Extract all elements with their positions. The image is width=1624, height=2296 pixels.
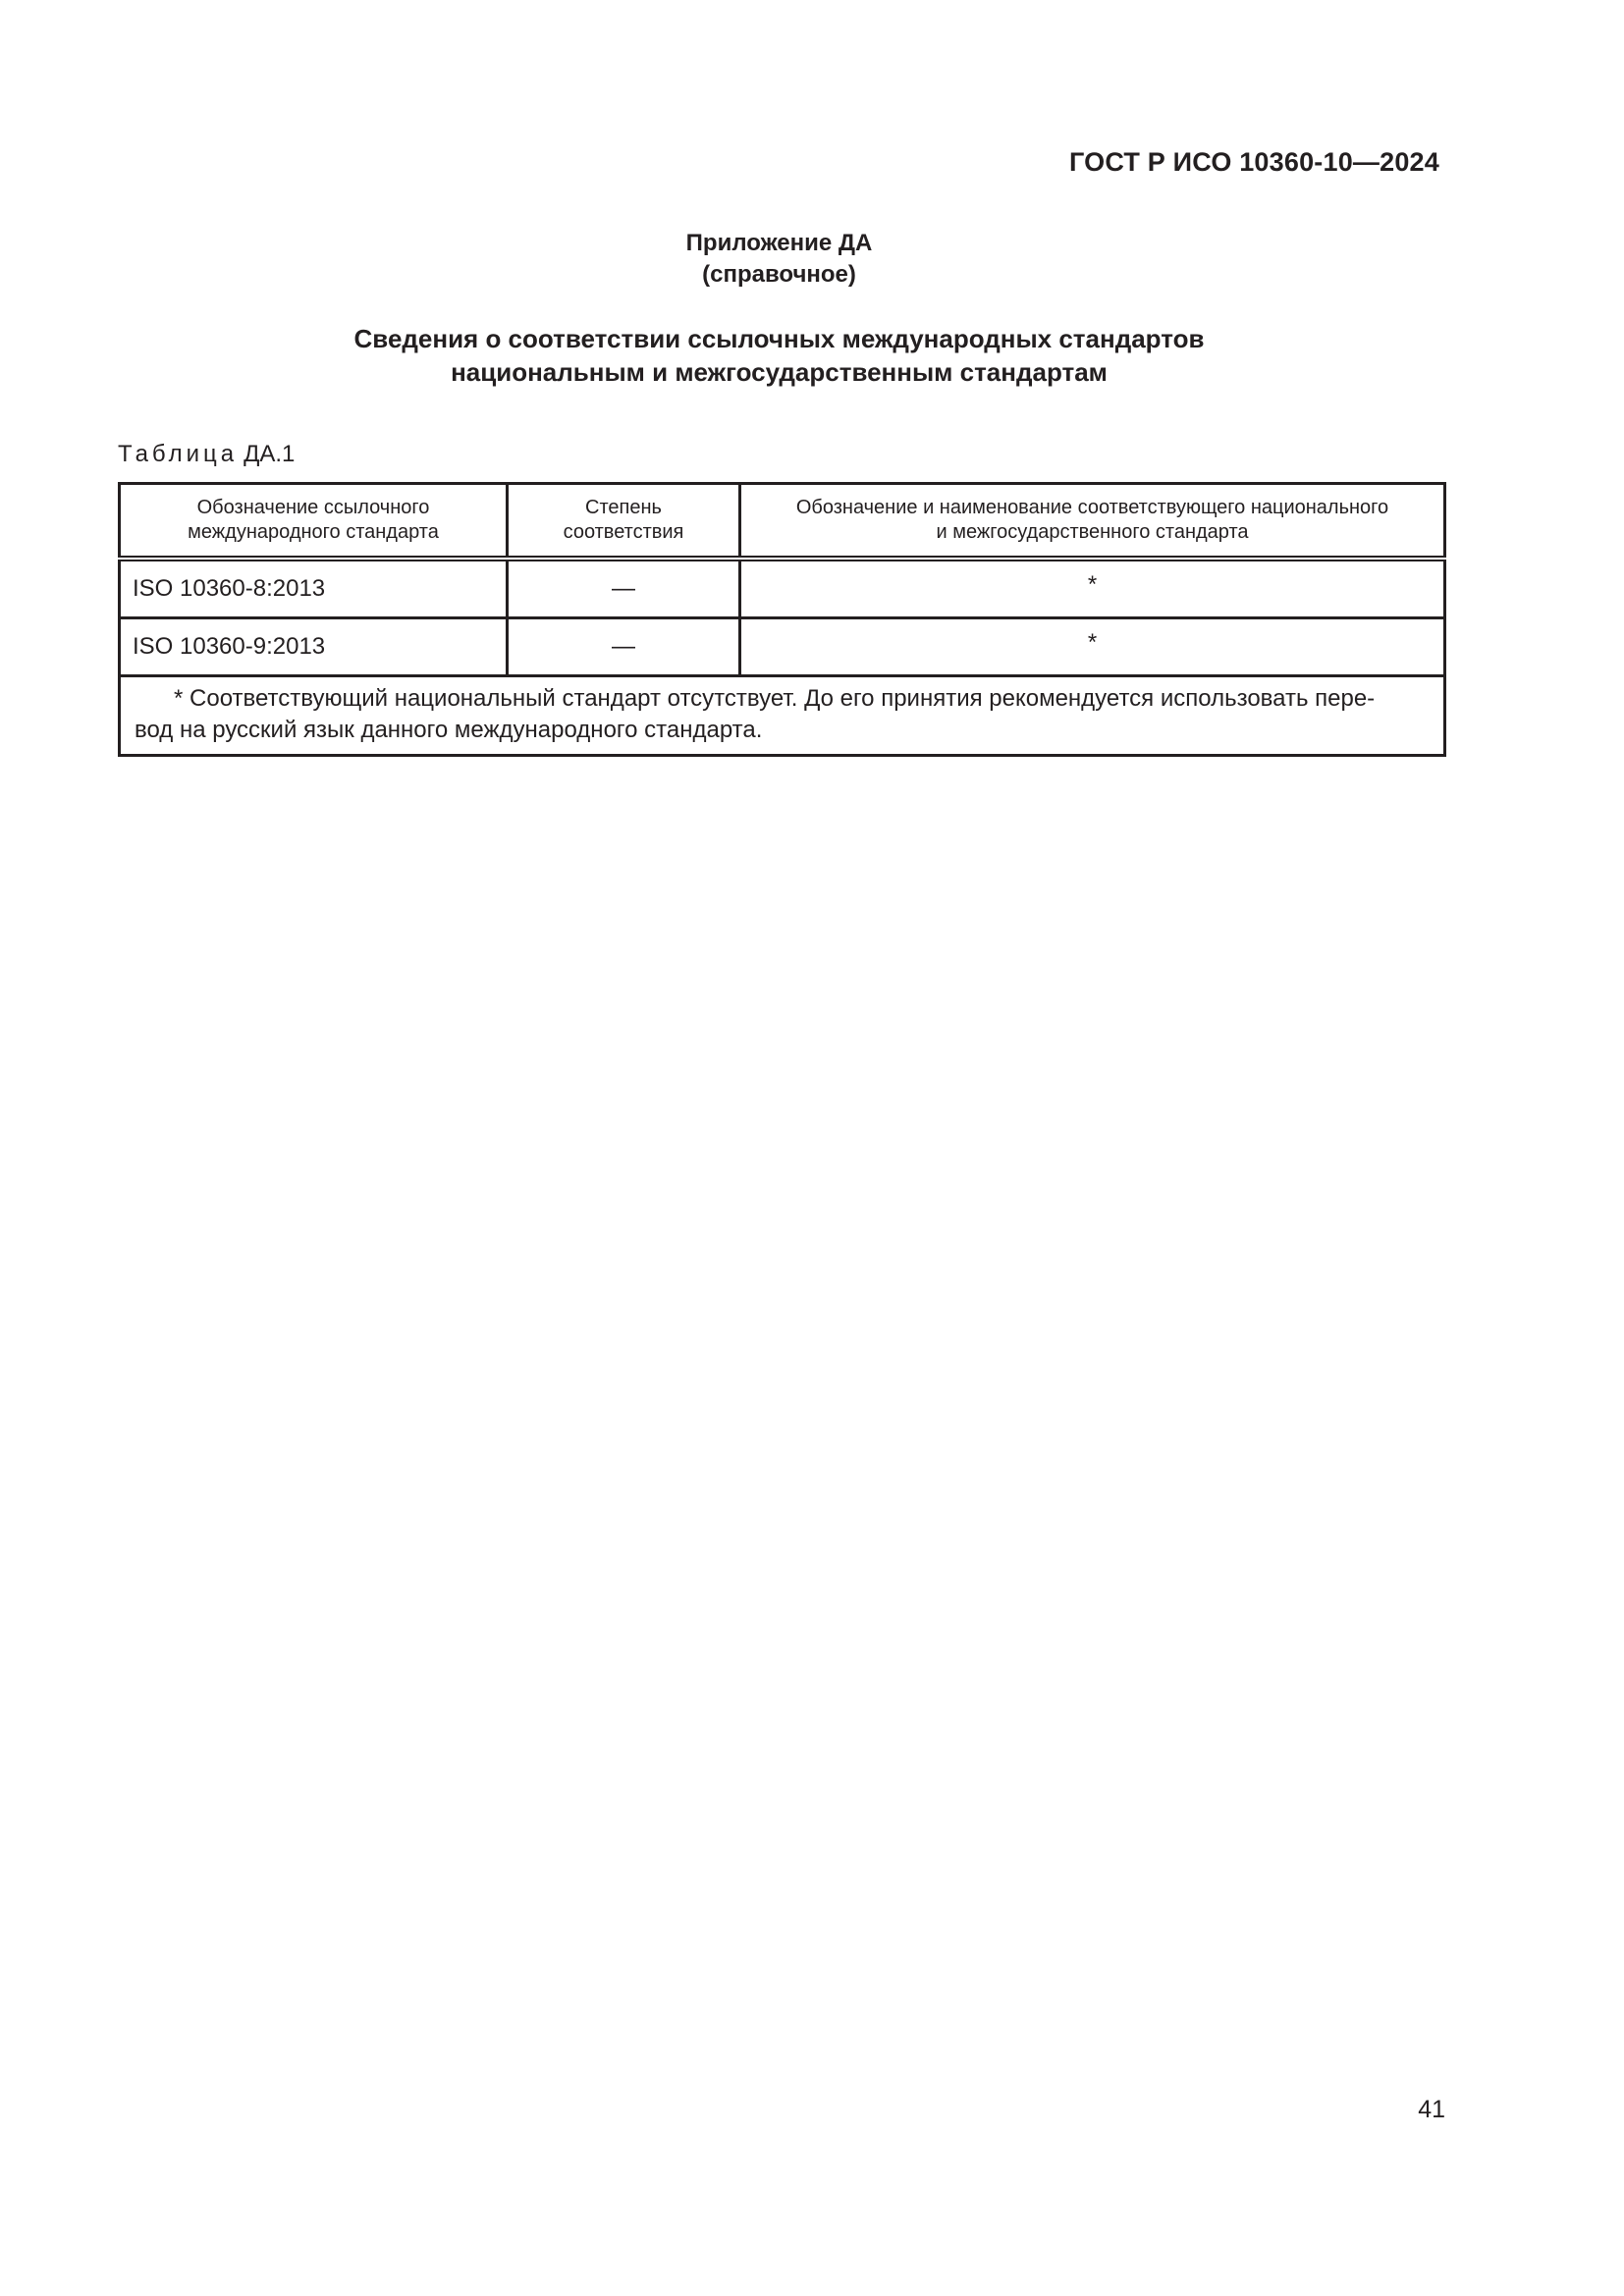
- cell-degree: —: [508, 559, 740, 618]
- cell-national: *: [740, 559, 1445, 618]
- cell-degree: —: [508, 618, 740, 676]
- table-header-row: [120, 484, 1445, 560]
- header-national-standard: [740, 484, 1445, 560]
- table-caption: [118, 441, 295, 468]
- section-title-line2: национальным и межгосударственным стандартам: [451, 357, 1108, 387]
- header-reference-standard: [120, 484, 508, 560]
- cell-national: *: [740, 618, 1445, 676]
- table-row: [120, 559, 1445, 618]
- cell-standard: ISO 10360-8:2013: [120, 559, 508, 618]
- appendix-title-line2: (справочное): [702, 261, 856, 288]
- section-title-line1: Сведения о соответствии ссылочных международных стандартов: [353, 324, 1205, 353]
- table-row: [120, 618, 1445, 676]
- appendix-title-line1: Приложение ДА: [685, 230, 873, 256]
- footnote-line2: вод на русский язык данного международного стандарта.: [135, 717, 763, 743]
- header-national-standard-line1: Обозначение и наименование соответствующего национального: [795, 497, 1389, 518]
- correspondence-table: [118, 482, 1446, 757]
- cell-standard: ISO 10360-9:2013: [120, 618, 508, 676]
- header-degree-line1: Степень: [585, 497, 662, 518]
- header-degree: [508, 484, 740, 560]
- header-degree-line2: соответствия: [563, 521, 684, 543]
- header-national-standard-line2: и межгосударственного стандарта: [936, 521, 1249, 543]
- table-footnote: [120, 676, 1445, 756]
- document-code: ГОСТ Р ИСО 10360-10—2024: [1069, 147, 1439, 177]
- table-caption-word: Таблица: [118, 441, 239, 467]
- header-reference-standard-line2: международного стандарта: [188, 521, 439, 543]
- page-number: 41: [1418, 2096, 1445, 2123]
- table-footnote-row: [120, 676, 1445, 756]
- header-reference-standard-line1: Обозначение ссылочного: [196, 497, 430, 518]
- appendix-title: [0, 228, 1558, 291]
- table-caption-number: ДА.1: [244, 441, 296, 467]
- section-title: [0, 322, 1558, 389]
- footnote-line1: * Соответствующий национальный стандарт отсутствует. До его принятия рекомендуется использовать пере-: [174, 685, 1376, 712]
